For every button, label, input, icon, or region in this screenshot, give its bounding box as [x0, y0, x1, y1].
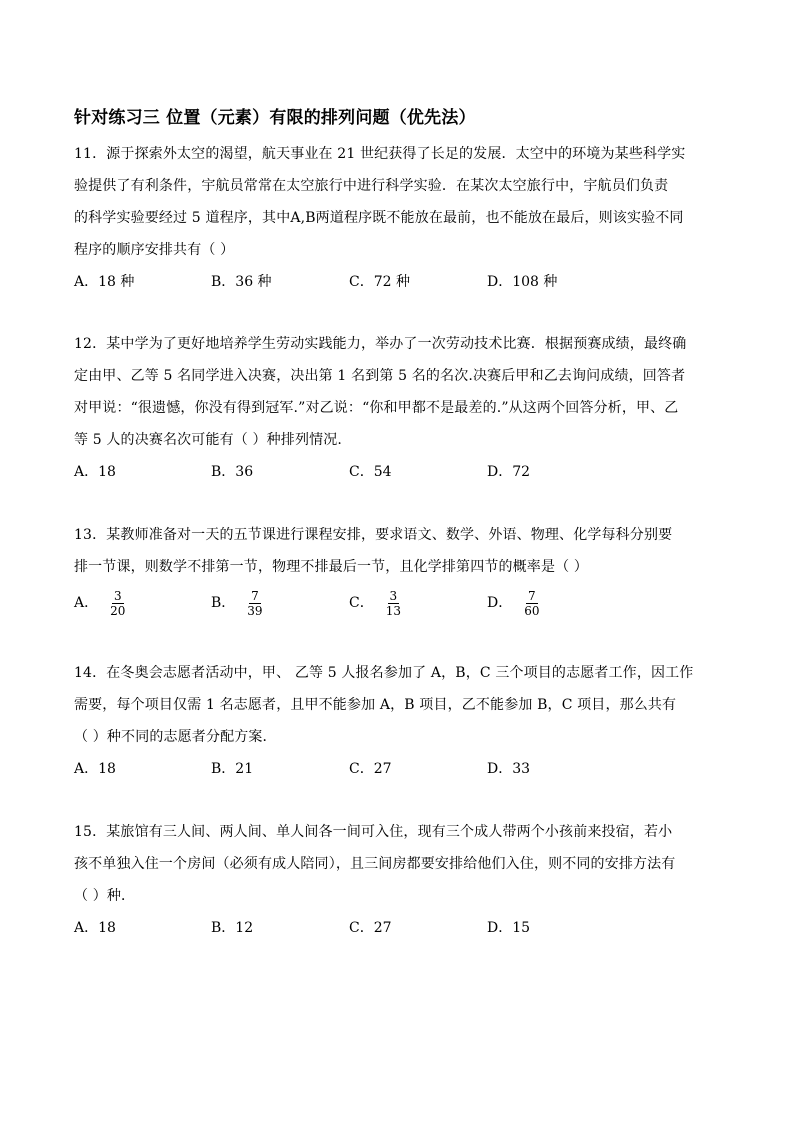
option-label: C． [349, 595, 374, 611]
option-d[interactable] [487, 583, 542, 623]
question-text-line: （ ）种． [74, 888, 136, 904]
question-text-line: 12．某中学为了更好地培养学生劳动实践能力，举办了一次劳动技术比赛．根据预赛成绩，最终确 [74, 336, 687, 352]
option-c[interactable]: C．27 [349, 761, 392, 777]
option-c[interactable]: C．72 种 [349, 274, 410, 290]
option-label: B． [211, 595, 236, 611]
numerator: 3 [389, 588, 398, 603]
option-b[interactable]: B．12 [211, 920, 254, 936]
numerator: 7 [528, 588, 536, 603]
question-14 [74, 657, 724, 785]
question-text-line: 14．在冬奥会志愿者活动中，甲、 乙等 5 人报名参加了 A，B，C 三个项目的志愿者工作，因工作 [74, 665, 694, 681]
option-b[interactable]: B．36 [211, 464, 254, 480]
question-12 [74, 328, 724, 488]
question-text-line: 排一节课，则数学不排第一节，物理不排最后一节，且化学排第四节的概率是（ ） [74, 559, 588, 575]
question-text-line: 11．源于探索外太空的渴望，航天事业在 21 世纪获得了长足的发展．太空中的环境为某些科学实 [74, 146, 686, 162]
option-d[interactable]: D．108 种 [487, 274, 558, 290]
fraction [522, 589, 541, 618]
option-a[interactable] [74, 583, 127, 623]
answer-options [74, 266, 724, 298]
option-a[interactable]: A．18 [74, 920, 116, 936]
question-text-line: 对甲说：“很遗憾，你没有得到冠军.”对乙说：“你和甲都不是最差的.”从这两个回答分析，甲、乙 [74, 400, 679, 416]
option-b[interactable]: B．21 [211, 761, 254, 777]
option-d[interactable]: D．72 [487, 464, 531, 480]
option-a[interactable]: A．18 [74, 761, 116, 777]
question-text-line: 定由甲、乙等 5 名同学进入决赛，决出第 1 名到第 5 名的名次.决赛后甲和乙去询问成绩，回答者 [74, 368, 686, 384]
option-a[interactable]: A．18 种 [74, 274, 135, 290]
question-text-line: 的科学实验要经过 5 道程序，其中A,B两道程序既不能放在最前，也不能放在最后，则该实验不同 [74, 210, 684, 226]
answer-options [74, 912, 724, 944]
question-text-line: 孩不单独入住一个房间（必须有成人陪同），且三间房都要安排给他们入住，则不同的安排方法有 [74, 856, 676, 872]
denominator: 20 [110, 603, 126, 618]
question-15 [74, 816, 724, 944]
option-c[interactable] [349, 583, 403, 623]
option-b[interactable] [211, 583, 265, 623]
numerator: 7 [251, 588, 259, 603]
fraction [108, 589, 127, 618]
denominator: 39 [247, 603, 263, 618]
answer-options [74, 583, 724, 629]
option-c[interactable]: C．27 [349, 920, 392, 936]
section-title: 针对练习三 位置（元素）有限的排列问题（优先法） [74, 108, 476, 128]
numerator: 3 [113, 588, 122, 603]
denominator: 13 [385, 603, 401, 618]
question-text-line: 验提供了有利条件，宇航员常常在太空旅行中进行科学实验．在某次太空旅行中，宇航员们负责 [74, 178, 669, 194]
question-text-line: （ ）种不同的志愿者分配方案． [74, 729, 277, 745]
option-label: A． [74, 595, 99, 611]
question-text-line: 13．某教师准备对一天的五节课进行课程安排，要求语文、数学、外语、物理、化学每科分别要 [74, 527, 673, 543]
question-11 [74, 138, 724, 298]
option-b[interactable]: B．36 种 [211, 274, 272, 290]
denominator: 60 [524, 603, 540, 618]
question-text-line: 15．某旅馆有三人间、两人间、单人间各一间可入住，现有三个成人带两个小孩前来投宿，若小 [74, 824, 673, 840]
option-d[interactable]: D．15 [487, 920, 531, 936]
question-text-line: 等 5 人的决赛名次可能有（ ）种排列情况. [74, 432, 343, 448]
question-13 [74, 519, 724, 629]
option-a[interactable]: A．18 [74, 464, 116, 480]
question-text-line: 需要，每个项目仅需 1 名志愿者，且甲不能参加 A，B 项目，乙不能参加 B，C 项目，那么共有 [74, 697, 677, 713]
answer-options [74, 753, 724, 785]
question-text-line: 程序的顺序安排共有（ ） [74, 242, 235, 258]
option-d[interactable]: D．33 [487, 761, 531, 777]
fraction [245, 589, 264, 618]
answer-options [74, 456, 724, 488]
fraction [384, 589, 403, 618]
option-c[interactable]: C．54 [349, 464, 392, 480]
option-label: D． [487, 595, 513, 611]
